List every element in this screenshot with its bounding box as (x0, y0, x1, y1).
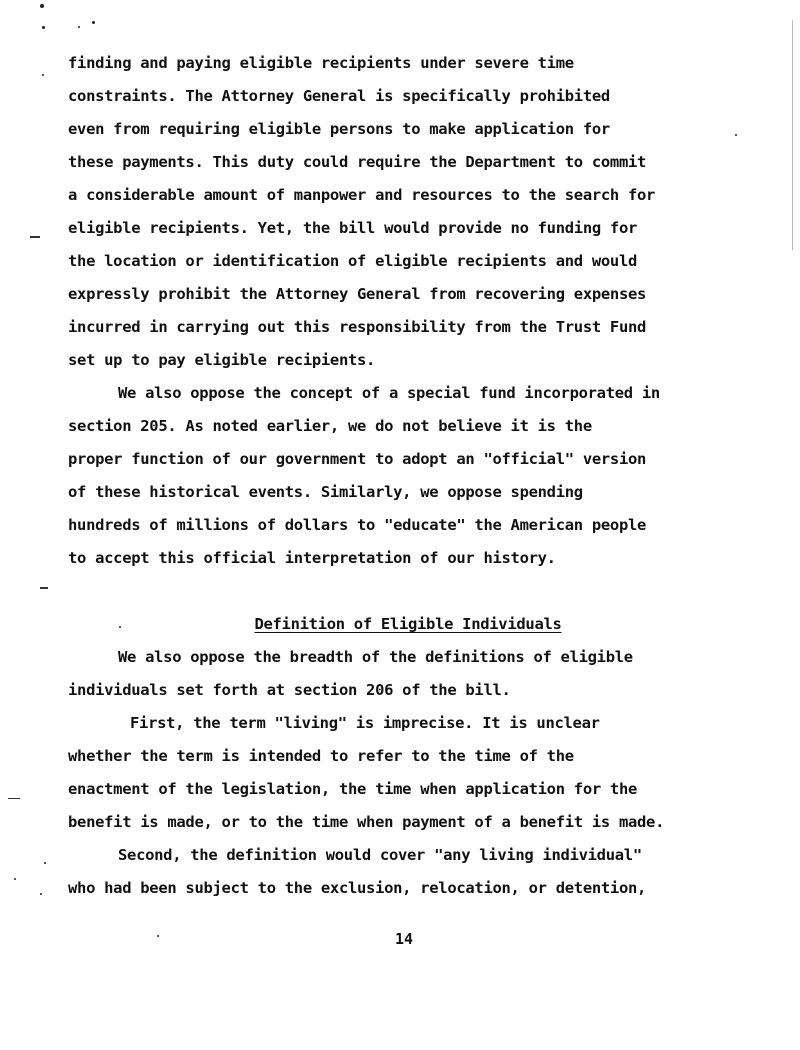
scan-speck (40, 893, 42, 895)
text-line: individuals set forth at section 206 of the bill. (68, 681, 511, 699)
scan-speck (40, 4, 44, 8)
text-line: expressly prohibit the Attorney General from recovering expenses (68, 285, 647, 303)
scan-speck (42, 74, 44, 76)
scan-speck (14, 878, 16, 880)
text-line: a considerable amount of manpower and resources to the search for (68, 186, 656, 204)
text-line: eligible recipients. Yet, the bill would provide no funding for (68, 219, 638, 237)
text-line: section 205. As noted earlier, we do not believe it is the (68, 417, 592, 435)
scan-mark (30, 236, 40, 238)
text-line: the location or identification of eligible recipients and would (68, 252, 638, 270)
text-line: First, the term "living" is imprecise. It is unclear (130, 714, 600, 732)
scan-speck (78, 26, 80, 28)
text-line: of these historical events. Similarly, we oppose spending (68, 483, 583, 501)
text-line: We also oppose the breadth of the definitions of eligible (118, 648, 633, 666)
text-line: these payments. This duty could require the Department to commit (68, 153, 647, 171)
scan-edge-line (792, 20, 793, 250)
section-heading (68, 608, 738, 641)
section-heading-text: Definition of Eligible Individuals (254, 615, 562, 633)
text-line: constraints. The Attorney General is specifically prohibited (68, 87, 610, 105)
text-line: enactment of the legislation, the time when application for the (68, 780, 638, 798)
scan-speck (92, 21, 95, 24)
text-line: hundreds of millions of dollars to "educate" the American people (68, 516, 647, 534)
text-line: finding and paying eligible recipients under severe time (68, 54, 574, 72)
page-number: 14 (394, 930, 414, 948)
text-line: incurred in carrying out this responsibility from the Trust Fund (68, 318, 647, 336)
text-line: whether the term is intended to refer to the time of the (68, 747, 574, 765)
text-line: set up to pay eligible recipients. (68, 351, 376, 369)
scan-speck (44, 862, 46, 864)
text-line: to accept this official interpretation of our history. (68, 549, 556, 567)
scan-mark (8, 798, 20, 799)
body-text (68, 47, 738, 905)
text-line: proper function of our government to adopt an "official" version (68, 450, 647, 468)
scan-speck (42, 26, 45, 29)
text-line: We also oppose the concept of a special fund incorporated in (118, 384, 660, 402)
paragraph-gap (68, 575, 738, 608)
scan-mark (40, 587, 48, 589)
text-line: who had been subject to the exclusion, relocation, or detention, (68, 879, 647, 897)
text-line: benefit is made, or to the time when payment of a benefit is made. (68, 813, 665, 831)
text-line: Second, the definition would cover "any living individual" (118, 846, 642, 864)
text-line: even from requiring eligible persons to make application for (68, 120, 610, 138)
